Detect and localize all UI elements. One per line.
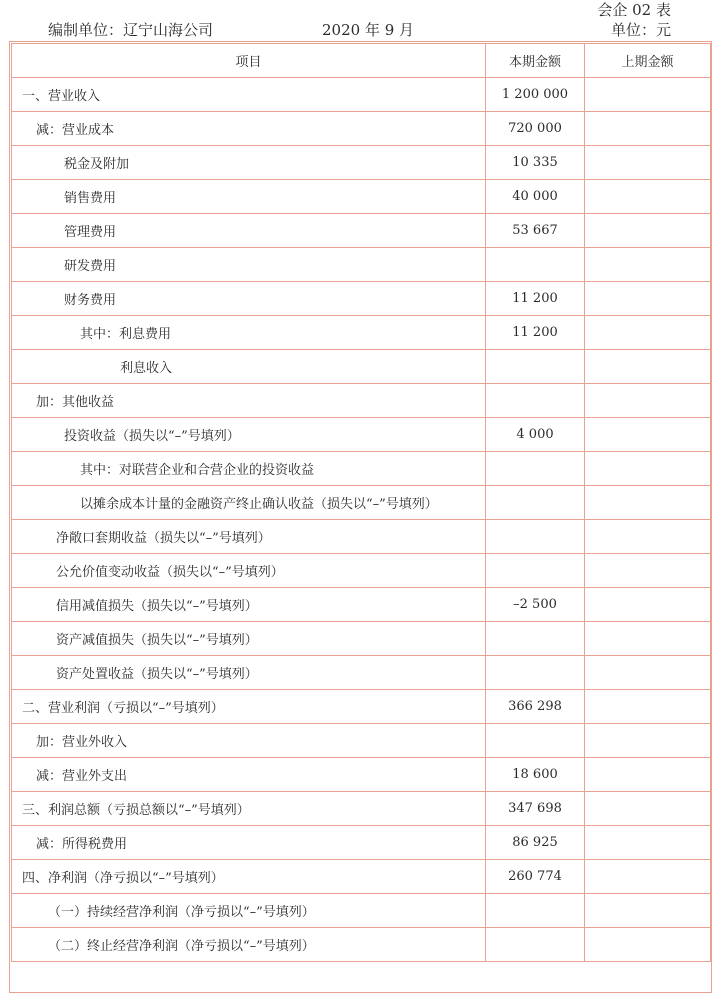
- row-current-amount: 260 774: [486, 860, 585, 894]
- table-row: [12, 792, 711, 826]
- row-previous-amount: [585, 384, 711, 418]
- row-current-amount: [486, 248, 585, 282]
- row-previous-amount: [585, 180, 711, 214]
- row-current-amount: 1 200 000: [486, 78, 585, 112]
- row-current-amount: 366 298: [486, 690, 585, 724]
- row-previous-amount: [585, 418, 711, 452]
- row-previous-amount: [585, 554, 711, 588]
- row-previous-amount: [585, 316, 711, 350]
- table-row: [12, 520, 711, 554]
- table-row: [12, 214, 711, 248]
- row-current-amount: [486, 486, 585, 520]
- row-current-amount: 10 335: [486, 146, 585, 180]
- row-previous-amount: [585, 724, 711, 758]
- table-row: [12, 248, 711, 282]
- row-previous-amount: [585, 792, 711, 826]
- row-item: 税金及附加: [12, 146, 486, 180]
- row-previous-amount: [585, 826, 711, 860]
- row-item: 加：其他收益: [12, 384, 486, 418]
- row-current-amount: [486, 452, 585, 486]
- row-item: 利息收入: [12, 350, 486, 384]
- row-previous-amount: [585, 588, 711, 622]
- row-item: 减：营业成本: [12, 112, 486, 146]
- table-row: [12, 282, 711, 316]
- table-row: [12, 350, 711, 384]
- table-row: [12, 384, 711, 418]
- table-row: [12, 690, 711, 724]
- row-item: 财务费用: [12, 282, 486, 316]
- row-previous-amount: [585, 112, 711, 146]
- column-header-item: 项目: [12, 44, 486, 78]
- table-row: [12, 452, 711, 486]
- row-current-amount: [486, 724, 585, 758]
- row-previous-amount: [585, 78, 711, 112]
- form-number: 会企 02 表: [597, 1, 671, 19]
- row-current-amount: 720 000: [486, 112, 585, 146]
- row-item: 二、营业利润（亏损以“–”号填列）: [12, 690, 486, 724]
- row-current-amount: 53 667: [486, 214, 585, 248]
- row-item: 其中：利息费用: [12, 316, 486, 350]
- row-current-amount: [486, 350, 585, 384]
- row-previous-amount: [585, 282, 711, 316]
- row-current-amount: –2 500: [486, 588, 585, 622]
- row-item: 四、净利润（净亏损以“–”号填列）: [12, 860, 486, 894]
- row-previous-amount: [585, 928, 711, 962]
- column-header-current: 本期金额: [486, 44, 585, 78]
- table-row: [12, 724, 711, 758]
- row-current-amount: [486, 622, 585, 656]
- row-previous-amount: [585, 656, 711, 690]
- row-current-amount: 11 200: [486, 316, 585, 350]
- table-row: [12, 826, 711, 860]
- table-header-row: [12, 44, 711, 78]
- row-item: 投资收益（损失以“–”号填列）: [12, 418, 486, 452]
- row-current-amount: [486, 384, 585, 418]
- table-row: [12, 622, 711, 656]
- row-item: 管理费用: [12, 214, 486, 248]
- row-item: 资产处置收益（损失以“–”号填列）: [12, 656, 486, 690]
- row-previous-amount: [585, 146, 711, 180]
- row-current-amount: 86 925: [486, 826, 585, 860]
- row-item: （一）持续经营净利润（净亏损以“–”号填列）: [12, 894, 486, 928]
- row-item: 资产减值损失（损失以“–”号填列）: [12, 622, 486, 656]
- row-item: 信用减值损失（损失以“–”号填列）: [12, 588, 486, 622]
- row-item: （二）终止经营净利润（净亏损以“–”号填列）: [12, 928, 486, 962]
- row-item: 减：所得税费用: [12, 826, 486, 860]
- table-row: [12, 486, 711, 520]
- row-current-amount: 40 000: [486, 180, 585, 214]
- table-row: [12, 418, 711, 452]
- row-previous-amount: [585, 690, 711, 724]
- row-current-amount: [486, 928, 585, 962]
- table-row: [12, 928, 711, 962]
- column-header-previous: 上期金额: [585, 44, 711, 78]
- table-row: [12, 78, 711, 112]
- row-previous-amount: [585, 350, 711, 384]
- row-previous-amount: [585, 486, 711, 520]
- row-item: 公允价值变动收益（损失以“–”号填列）: [12, 554, 486, 588]
- row-item: 减：营业外支出: [12, 758, 486, 792]
- row-item: 以摊余成本计量的金融资产终止确认收益（损失以“–”号填列）: [12, 486, 486, 520]
- row-item: 研发费用: [12, 248, 486, 282]
- table-row: [12, 316, 711, 350]
- row-item: 一、营业收入: [12, 78, 486, 112]
- row-item: 加：营业外收入: [12, 724, 486, 758]
- row-item: 销售费用: [12, 180, 486, 214]
- row-current-amount: 347 698: [486, 792, 585, 826]
- row-previous-amount: [585, 248, 711, 282]
- table-row: [12, 146, 711, 180]
- table-row: [12, 860, 711, 894]
- table-row: [12, 180, 711, 214]
- row-current-amount: [486, 894, 585, 928]
- row-previous-amount: [585, 622, 711, 656]
- row-current-amount: 4 000: [486, 418, 585, 452]
- row-item: 净敞口套期收益（损失以“–”号填列）: [12, 520, 486, 554]
- row-current-amount: 11 200: [486, 282, 585, 316]
- table-row: [12, 894, 711, 928]
- income-statement-table: [11, 43, 711, 962]
- row-previous-amount: [585, 758, 711, 792]
- row-previous-amount: [585, 894, 711, 928]
- row-current-amount: [486, 520, 585, 554]
- report-period: 2020 年 9 月: [322, 21, 415, 39]
- table-row: [12, 656, 711, 690]
- row-previous-amount: [585, 452, 711, 486]
- preparing-unit: 编制单位：辽宁山海公司: [48, 21, 214, 39]
- row-item: 其中：对联营企业和合营企业的投资收益: [12, 452, 486, 486]
- row-current-amount: [486, 656, 585, 690]
- row-item: 三、利润总额（亏损总额以“–”号填列）: [12, 792, 486, 826]
- row-current-amount: 18 600: [486, 758, 585, 792]
- table-row: [12, 758, 711, 792]
- currency-unit: 单位：元: [610, 21, 671, 39]
- row-previous-amount: [585, 520, 711, 554]
- row-previous-amount: [585, 860, 711, 894]
- row-previous-amount: [585, 214, 711, 248]
- table-row: [12, 112, 711, 146]
- table-row: [12, 588, 711, 622]
- row-current-amount: [486, 554, 585, 588]
- table-row: [12, 554, 711, 588]
